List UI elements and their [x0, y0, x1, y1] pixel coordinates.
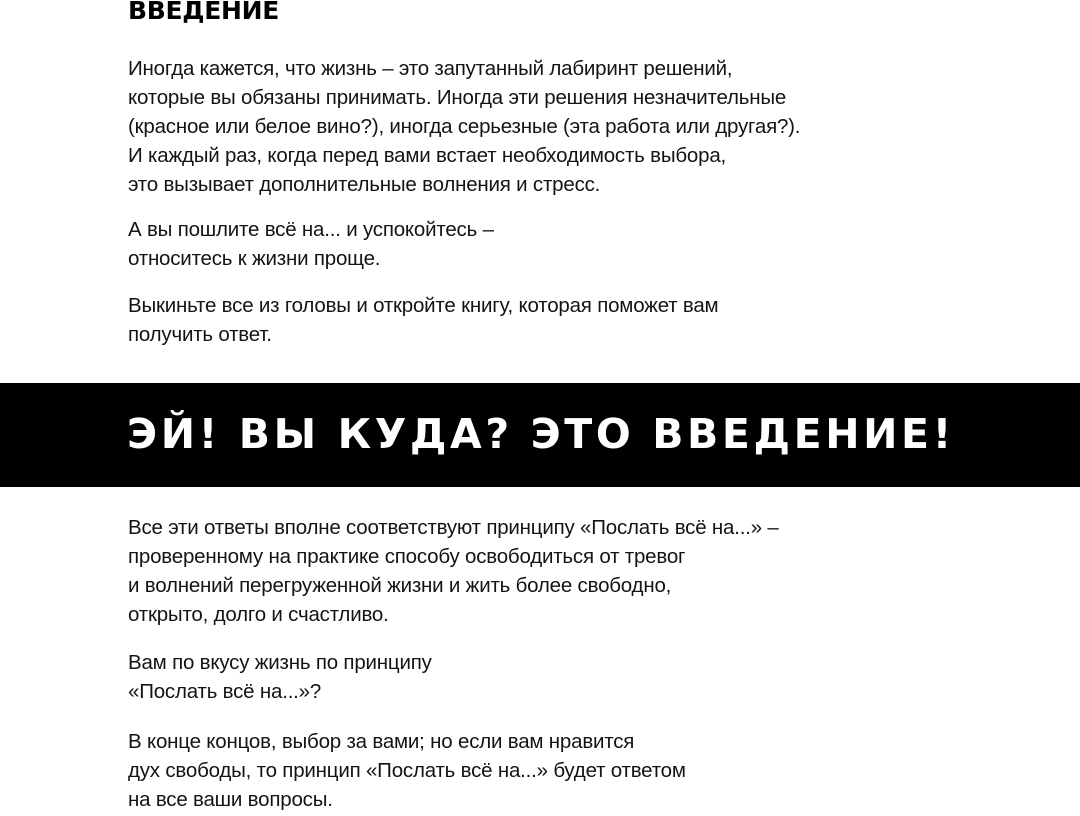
text-line: «Послать всё на...»?	[128, 680, 322, 703]
outro-paragraph-3	[128, 727, 686, 814]
text-line: (красное или белое вино?), иногда серьезные (эта работа или другая?).	[128, 115, 801, 138]
banner-title: ЭЙ! ВЫ КУДА? ЭТО ВВЕДЕНИЕ!	[127, 410, 955, 458]
text-line: дух свободы, то принцип «Послать всё на...» будет ответом	[128, 759, 686, 782]
text-line: Иногда кажется, что жизнь – это запутанный лабиринт решений,	[128, 57, 733, 80]
text-line: на все ваши вопросы.	[128, 788, 333, 811]
text-line: относитесь к жизни проще.	[128, 247, 381, 270]
text-line: получить ответ.	[128, 323, 272, 346]
text-line: А вы пошлите всё на... и успокойтесь –	[128, 218, 494, 241]
text-line: открыто, долго и счастливо.	[128, 603, 389, 626]
intro-paragraph-2	[128, 215, 494, 273]
page-heading: ВВЕДЕНИЕ	[128, 0, 280, 25]
text-line: Все эти ответы вполне соответствуют принципу «Послать всё на...» –	[128, 516, 779, 539]
text-line: это вызывает дополнительные волнения и стресс.	[128, 173, 601, 196]
banner	[0, 383, 1080, 487]
text-line: Выкиньте все из головы и откройте книгу, которая поможет вам	[128, 294, 719, 317]
text-line: проверенному на практике способу освободиться от тревог	[128, 545, 686, 568]
text-line: и волнений перегруженной жизни и жить более свободно,	[128, 574, 672, 597]
intro-paragraph-3	[128, 291, 718, 349]
text-line: В конце концов, выбор за вами; но если вам нравится	[128, 730, 635, 753]
text-line: Вам по вкусу жизнь по принципу	[128, 651, 432, 674]
outro-paragraph-1	[128, 513, 779, 629]
intro-paragraph-1	[128, 54, 800, 199]
text-line: которые вы обязаны принимать. Иногда эти решения незначительные	[128, 86, 787, 109]
text-line: И каждый раз, когда перед вами встает необходимость выбора,	[128, 144, 727, 167]
outro-paragraph-2	[128, 648, 432, 706]
